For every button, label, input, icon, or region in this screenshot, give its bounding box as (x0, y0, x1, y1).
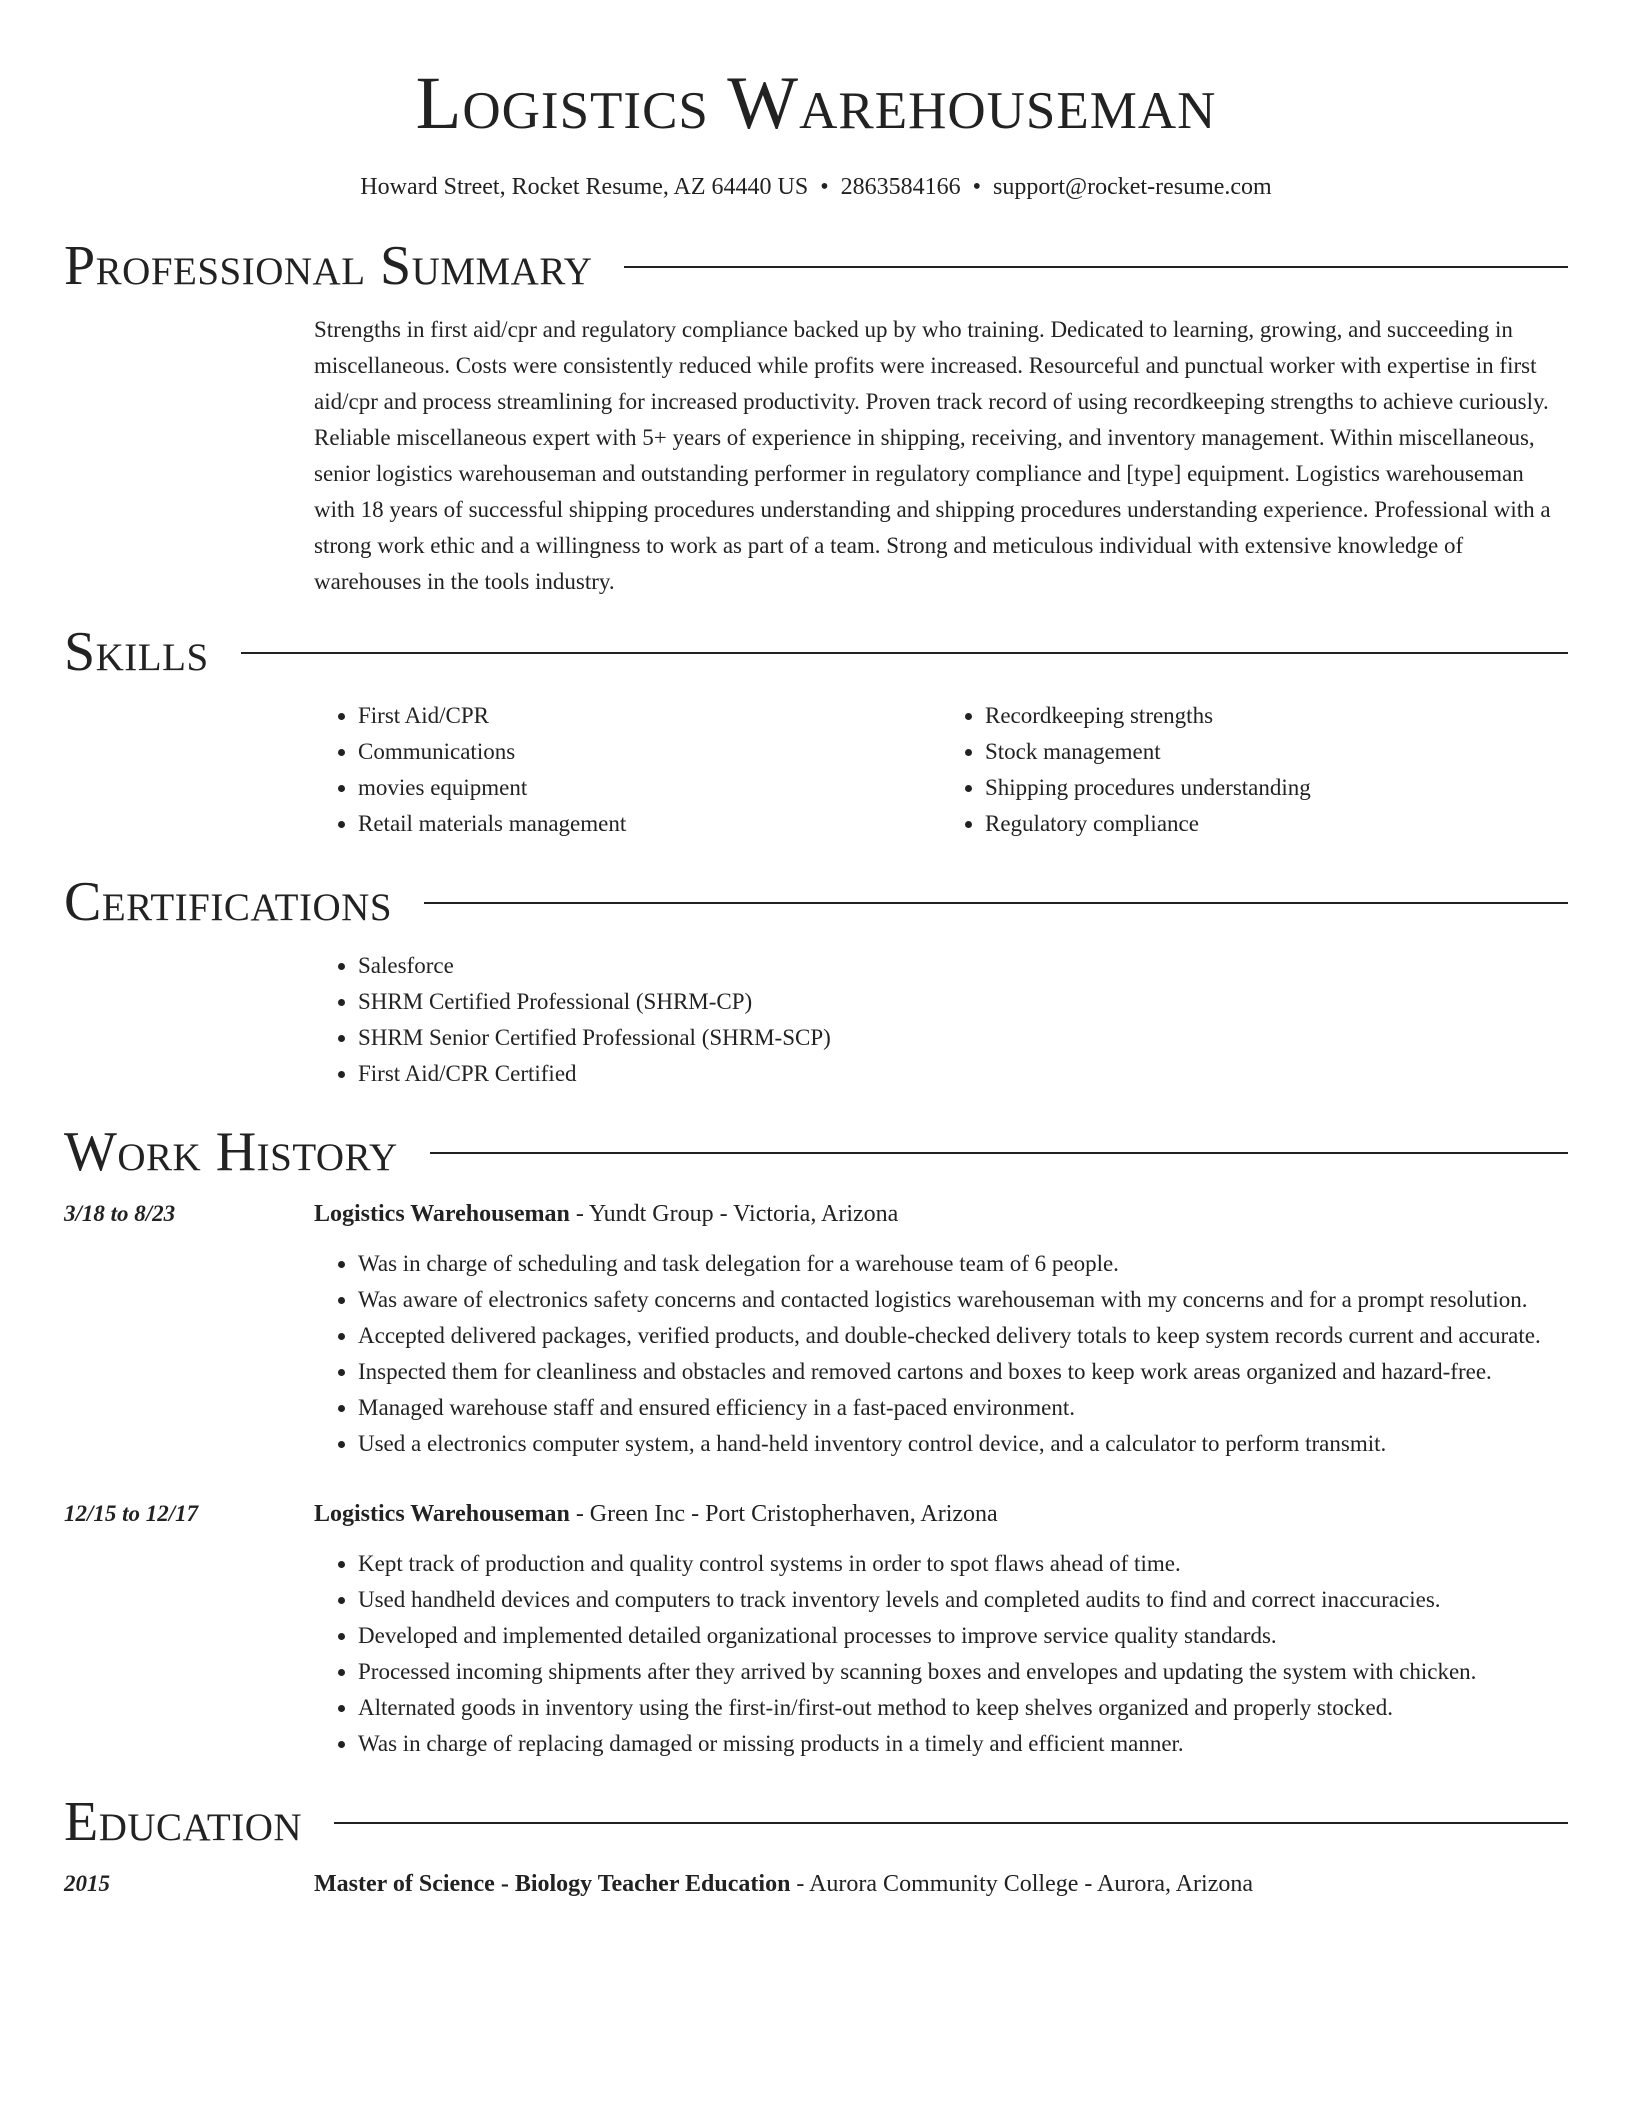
job-details (314, 1496, 1568, 1762)
skill-item: • Communications (358, 734, 941, 770)
education-year: 2015 (64, 1871, 110, 1896)
contact-line (64, 170, 1568, 204)
job-title: Logistics Warehouseman (314, 1501, 570, 1527)
summary-body (314, 312, 1568, 600)
job-entry (64, 1496, 1568, 1762)
section-divider (424, 902, 1568, 904)
job-title-line (314, 1496, 1568, 1532)
section-divider (430, 1152, 1568, 1154)
candidate-name: Logistics Warehouseman (415, 62, 1217, 145)
certifications-section-header (64, 870, 1568, 934)
contact-separator: • (820, 174, 829, 200)
job-dates: 3/18 to 8/23 (64, 1201, 176, 1226)
job-entry (64, 1196, 1568, 1462)
skill-item: • Shipping procedures understanding (985, 770, 1568, 806)
skills-heading: Skills (64, 621, 209, 683)
job-bullet: • Was in charge of scheduling and task delegation for a warehouse team of 6 people. (358, 1246, 1568, 1282)
skill-item: • Stock management (985, 734, 1568, 770)
skill-item: • Regulatory compliance (985, 806, 1568, 842)
certification-item: • SHRM Senior Certified Professional (SHRM-SCP) (358, 1020, 1568, 1056)
job-bullets (314, 1546, 1568, 1762)
job-employer-location: - Yundt Group - Victoria, Arizona (569, 1201, 899, 1227)
skills-body (314, 698, 1568, 842)
education-details (314, 1866, 1568, 1902)
summary-text: Strengths in first aid/cpr and regulatory compliance backed up by who training. Dedicated to learning, growing, and succeeding in miscellaneous. Costs were consistently reduced while profits were increased. Resourceful and punctual worker with expertise in first aid/cpr and process streamlining for increased productivity. Proven track record of using recordkeeping strengths to achieve curiously. Reliable miscellaneous expert with 5+ years of experience in shipping, receiving, and inventory management. Within miscellaneous, senior logistics warehouseman and outstanding performer in regulatory compliance and [type] equipment. Logistics warehouseman with 18 years of successful shipping procedures understanding and shipping procedures understanding experience. Professional with a strong work ethic and a willingness to work as part of a team. Strong and meticulous individual with extensive knowledge of warehouses in the tools industry. (314, 317, 1551, 594)
education-section-header (64, 1790, 1568, 1854)
job-bullet: • Was aware of electronics safety concerns and contacted logistics warehouseman with my concerns and for a prompt resolution. (358, 1282, 1568, 1318)
skills-list-right (941, 698, 1568, 842)
summary-heading: Professional Summary (64, 235, 593, 297)
job-bullet: • Used a electronics computer system, a hand-held inventory control device, and a calculator to perform transmit. (358, 1426, 1568, 1462)
job-bullets (314, 1246, 1568, 1462)
skill-item: • Retail materials management (358, 806, 941, 842)
skills-grid (314, 698, 1568, 842)
certification-item: • Salesforce (358, 948, 1568, 984)
certifications-heading: Certifications (64, 871, 393, 933)
job-employer-location: - Green Inc - Port Cristopherhaven, Arizona (569, 1501, 998, 1527)
work-heading: Work History (64, 1121, 398, 1183)
skill-item: • Recordkeeping strengths (985, 698, 1568, 734)
contact-separator: • (972, 174, 982, 200)
education-school-location: - Aurora Community College - Aurora, Arizona (790, 1871, 1253, 1897)
job-bullet: • Was in charge of replacing damaged or missing products in a timely and efficient manner. (358, 1726, 1568, 1762)
work-section-header (64, 1120, 1568, 1184)
section-divider (624, 266, 1568, 268)
contact-address: Howard Street, Rocket Resume, AZ 64440 US (360, 174, 809, 200)
certification-item: • SHRM Certified Professional (SHRM-CP) (358, 984, 1568, 1020)
certifications-body (314, 948, 1568, 1092)
skill-item: • movies equipment (358, 770, 941, 806)
job-bullet: • Managed warehouse staff and ensured efficiency in a fast-paced environment. (358, 1390, 1568, 1426)
education-title-line (314, 1866, 1568, 1902)
education-entry (64, 1866, 1568, 1902)
certification-item: • First Aid/CPR Certified (358, 1056, 1568, 1092)
job-dates: 12/15 to 12/17 (64, 1501, 199, 1526)
education-degree: Master of Science - Biology Teacher Education (314, 1871, 791, 1897)
section-divider (241, 652, 1568, 654)
skills-section-header (64, 620, 1568, 684)
job-bullet: • Processed incoming shipments after they arrived by scanning boxes and envelopes and updating the system with chicken. (358, 1654, 1568, 1690)
contact-email: support@rocket-resume.com (993, 174, 1272, 200)
contact-phone: 2863584166 (840, 174, 961, 200)
job-bullet: • Kept track of production and quality control systems in order to spot flaws ahead of time. (358, 1546, 1568, 1582)
job-title: Logistics Warehouseman (314, 1201, 570, 1227)
job-bullet: • Developed and implemented detailed organizational processes to improve service quality standards. (358, 1618, 1568, 1654)
job-bullet: • Accepted delivered packages, verified products, and double-checked delivery totals to keep system records current and accurate. (358, 1318, 1568, 1354)
certifications-list (314, 948, 1568, 1092)
job-details (314, 1196, 1568, 1462)
summary-section-header (64, 234, 1568, 298)
education-heading: Education (64, 1791, 303, 1853)
job-bullet: • Inspected them for cleanliness and obstacles and removed cartons and boxes to keep work areas organized and hazard-free. (358, 1354, 1568, 1390)
job-bullet: • Alternated goods in inventory using the first-in/first-out method to keep shelves organized and properly stocked. (358, 1690, 1568, 1726)
section-divider (334, 1822, 1568, 1824)
skill-item: • First Aid/CPR (358, 698, 941, 734)
skills-list-left (314, 698, 941, 842)
job-title-line (314, 1196, 1568, 1232)
job-bullet: • Used handheld devices and computers to track inventory levels and completed audits to find and correct inaccuracies. (358, 1582, 1568, 1618)
